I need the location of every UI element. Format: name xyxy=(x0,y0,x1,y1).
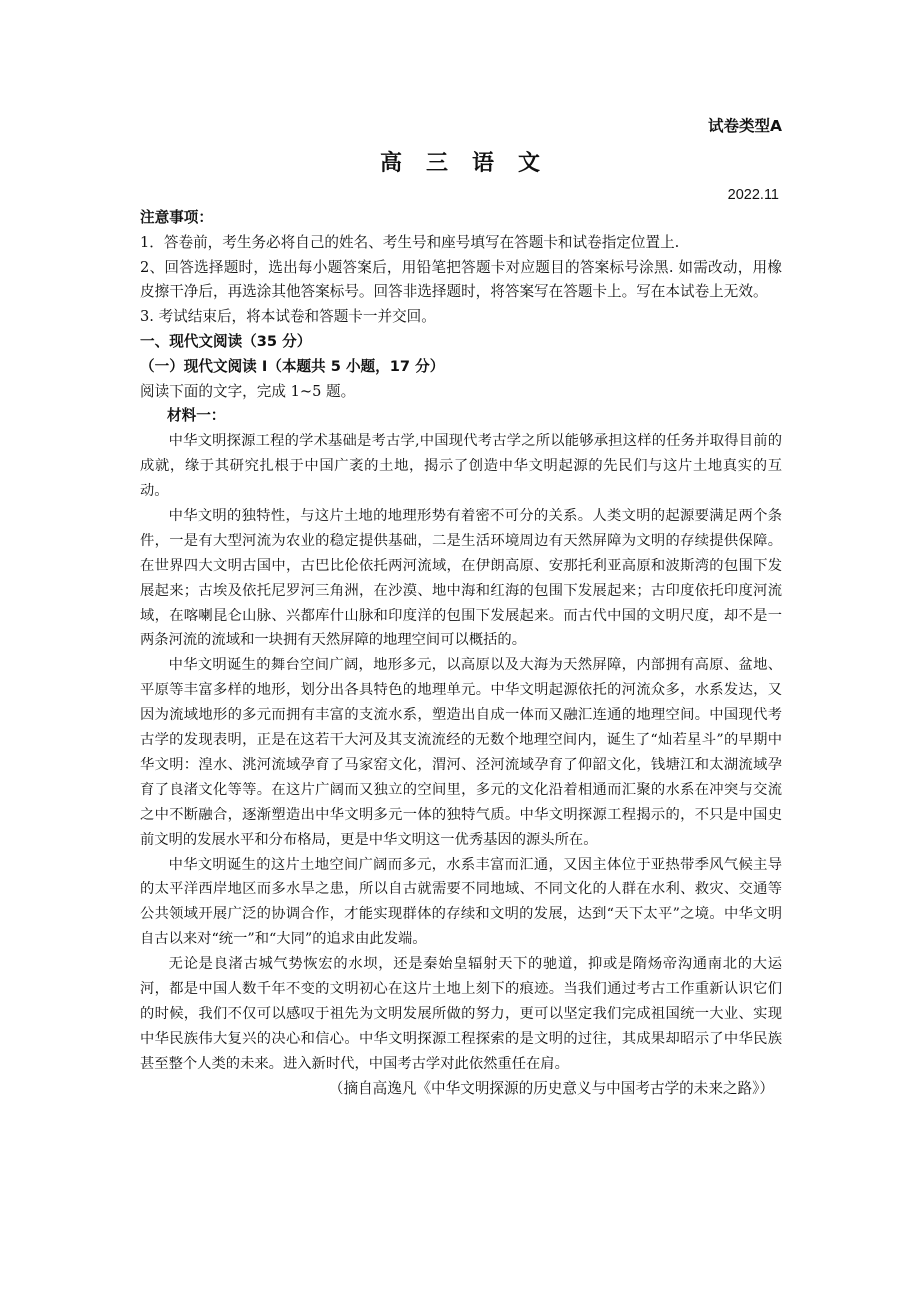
paper-type-label: 试卷类型A xyxy=(708,117,782,135)
material-paragraph-2: 中华文明的独特性，与这片土地的地理形势有着密不可分的关系。人类文明的起源要满足两个条件，一是有大型河流为农业的稳定提供基础，二是生活环境周边有天然屏障为文明的存续提供保障。在世界四大文明古国中，古巴比伦依托两河流域，在伊朗高原、安那托利亚高原和波斯湾的包围下发展起来；古埃及依托尼罗河三角洲，在沙漠、地中海和红海的包围下发展起来；古印度依托印度河流域，在喀喇昆仑山脉、兴都库什山脉和印度洋的包围下发展起来。而古代中国的文明尺度，却不是一两条河流的流域和一块拥有天然屏障的地理空间可以概括的。 xyxy=(140,507,782,649)
material-paragraph-5: 无论是良渚古城气势恢宏的水坝，还是秦始皇辐射天下的驰道，抑或是隋炀帝沟通南北的大运河，都是中国人数千年不变的文明初心在这片土地上刻下的痕迹。当我们通过考古工作重新认识它们的时候，我们不仅可以感叹于祖先为文明发展所做的努力，更可以坚定我们完成祖国统一大业、实现中华民族伟大复兴的决心和信心。中华文明探源工程探索的是文明的过往，其成果却昭示了中华民族甚至整个人类的未来。进入新时代，中国考古学对此依然重任在肩。 xyxy=(140,956,782,1072)
section-heading: 一、现代文阅读（35 分） xyxy=(140,332,312,350)
note-item-3: 3. 考试结束后，将本试卷和答题卡一并交回。 xyxy=(140,308,436,326)
section-subheading: （一）现代文阅读 I（本题共 5 小题，17 分） xyxy=(140,357,445,375)
exam-date: 2022.11 xyxy=(727,187,779,203)
material-paragraph-1: 中华文明探源工程的学术基础是考古学,中国现代考古学之所以能够承担这样的任务并取得目前的成就，缘于其研究扎根于中国广袤的土地，揭示了创造中华文明起源的先民们与这片土地真实的互动。 xyxy=(140,433,782,499)
page-title: 高三语文 xyxy=(379,151,564,176)
exam-body xyxy=(140,206,782,1101)
reading-instruction: 阅读下面的文字，完成 1~5 题。 xyxy=(140,382,356,400)
material-label: 材料一： xyxy=(167,407,226,425)
note-item-1: 1．答卷前，考生务必将自己的姓名、考生号和座号填写在答题卡和试卷指定位置上. xyxy=(140,233,680,251)
notes-heading: 注意事项： xyxy=(140,209,213,226)
source-citation: （摘自高逸凡《中华文明探源的历史意义与中国考古学的未来之路》） xyxy=(328,1079,774,1097)
material-paragraph-3: 中华文明诞生的舞台空间广阔，地形多元，以高原以及大海为天然屏障，内部拥有高原、盆地、平原等丰富多样的地形，划分出各具特色的地理单元。中华文明起源依托的河流众多，水系发达，又因为流域地形的多元而拥有丰富的支流水系，塑造出自成一体而又融汇连通的地理空间。中国现代考古学的发现表明，正是在这若干大河及其支流流经的无数个地理空间内，诞生了“灿若星斗”的早期中华文明：湟水、洮河流域孕育了马家窑文化，渭河、泾河流域孕育了仰韶文化，钱塘江和太湖流域孕育了良渚文化等等。在这片广阔而又独立的空间里，多元的文化沿着相通而汇聚的水系在冲突与交流之中不断融合，逐渐塑造出中华文明多元一体的独特气质。中华文明探源工程揭示的，不只是中国史前文明的发展水平和分布格局，更是中华文明这一优秀基因的源头所在。 xyxy=(140,657,782,848)
material-paragraph-4: 中华文明诞生的这片土地空间广阔而多元，水系丰富而汇通，又因主体位于亚热带季风气候主导的太平洋西岸地区而多水旱之患，所以自古就需要不同地域、不同文化的人群在水利、救灾、交通等公共领域开展广泛的协调合作，才能实现群体的存续和文明的发展，达到“天下太平”之境。中华文明自古以来对“统一”和“大同”的追求由此发端。 xyxy=(140,856,782,948)
note-item-2: 2、回答选择题时，选出每小题答案后，用铅笔把答题卡对应题目的答案标号涂黑. 如需改动，用橡皮擦干净后，再选涂其他答案标号。回答非选择题时，将答案写在答题卡上。写在本试卷上无效。 xyxy=(140,258,782,301)
